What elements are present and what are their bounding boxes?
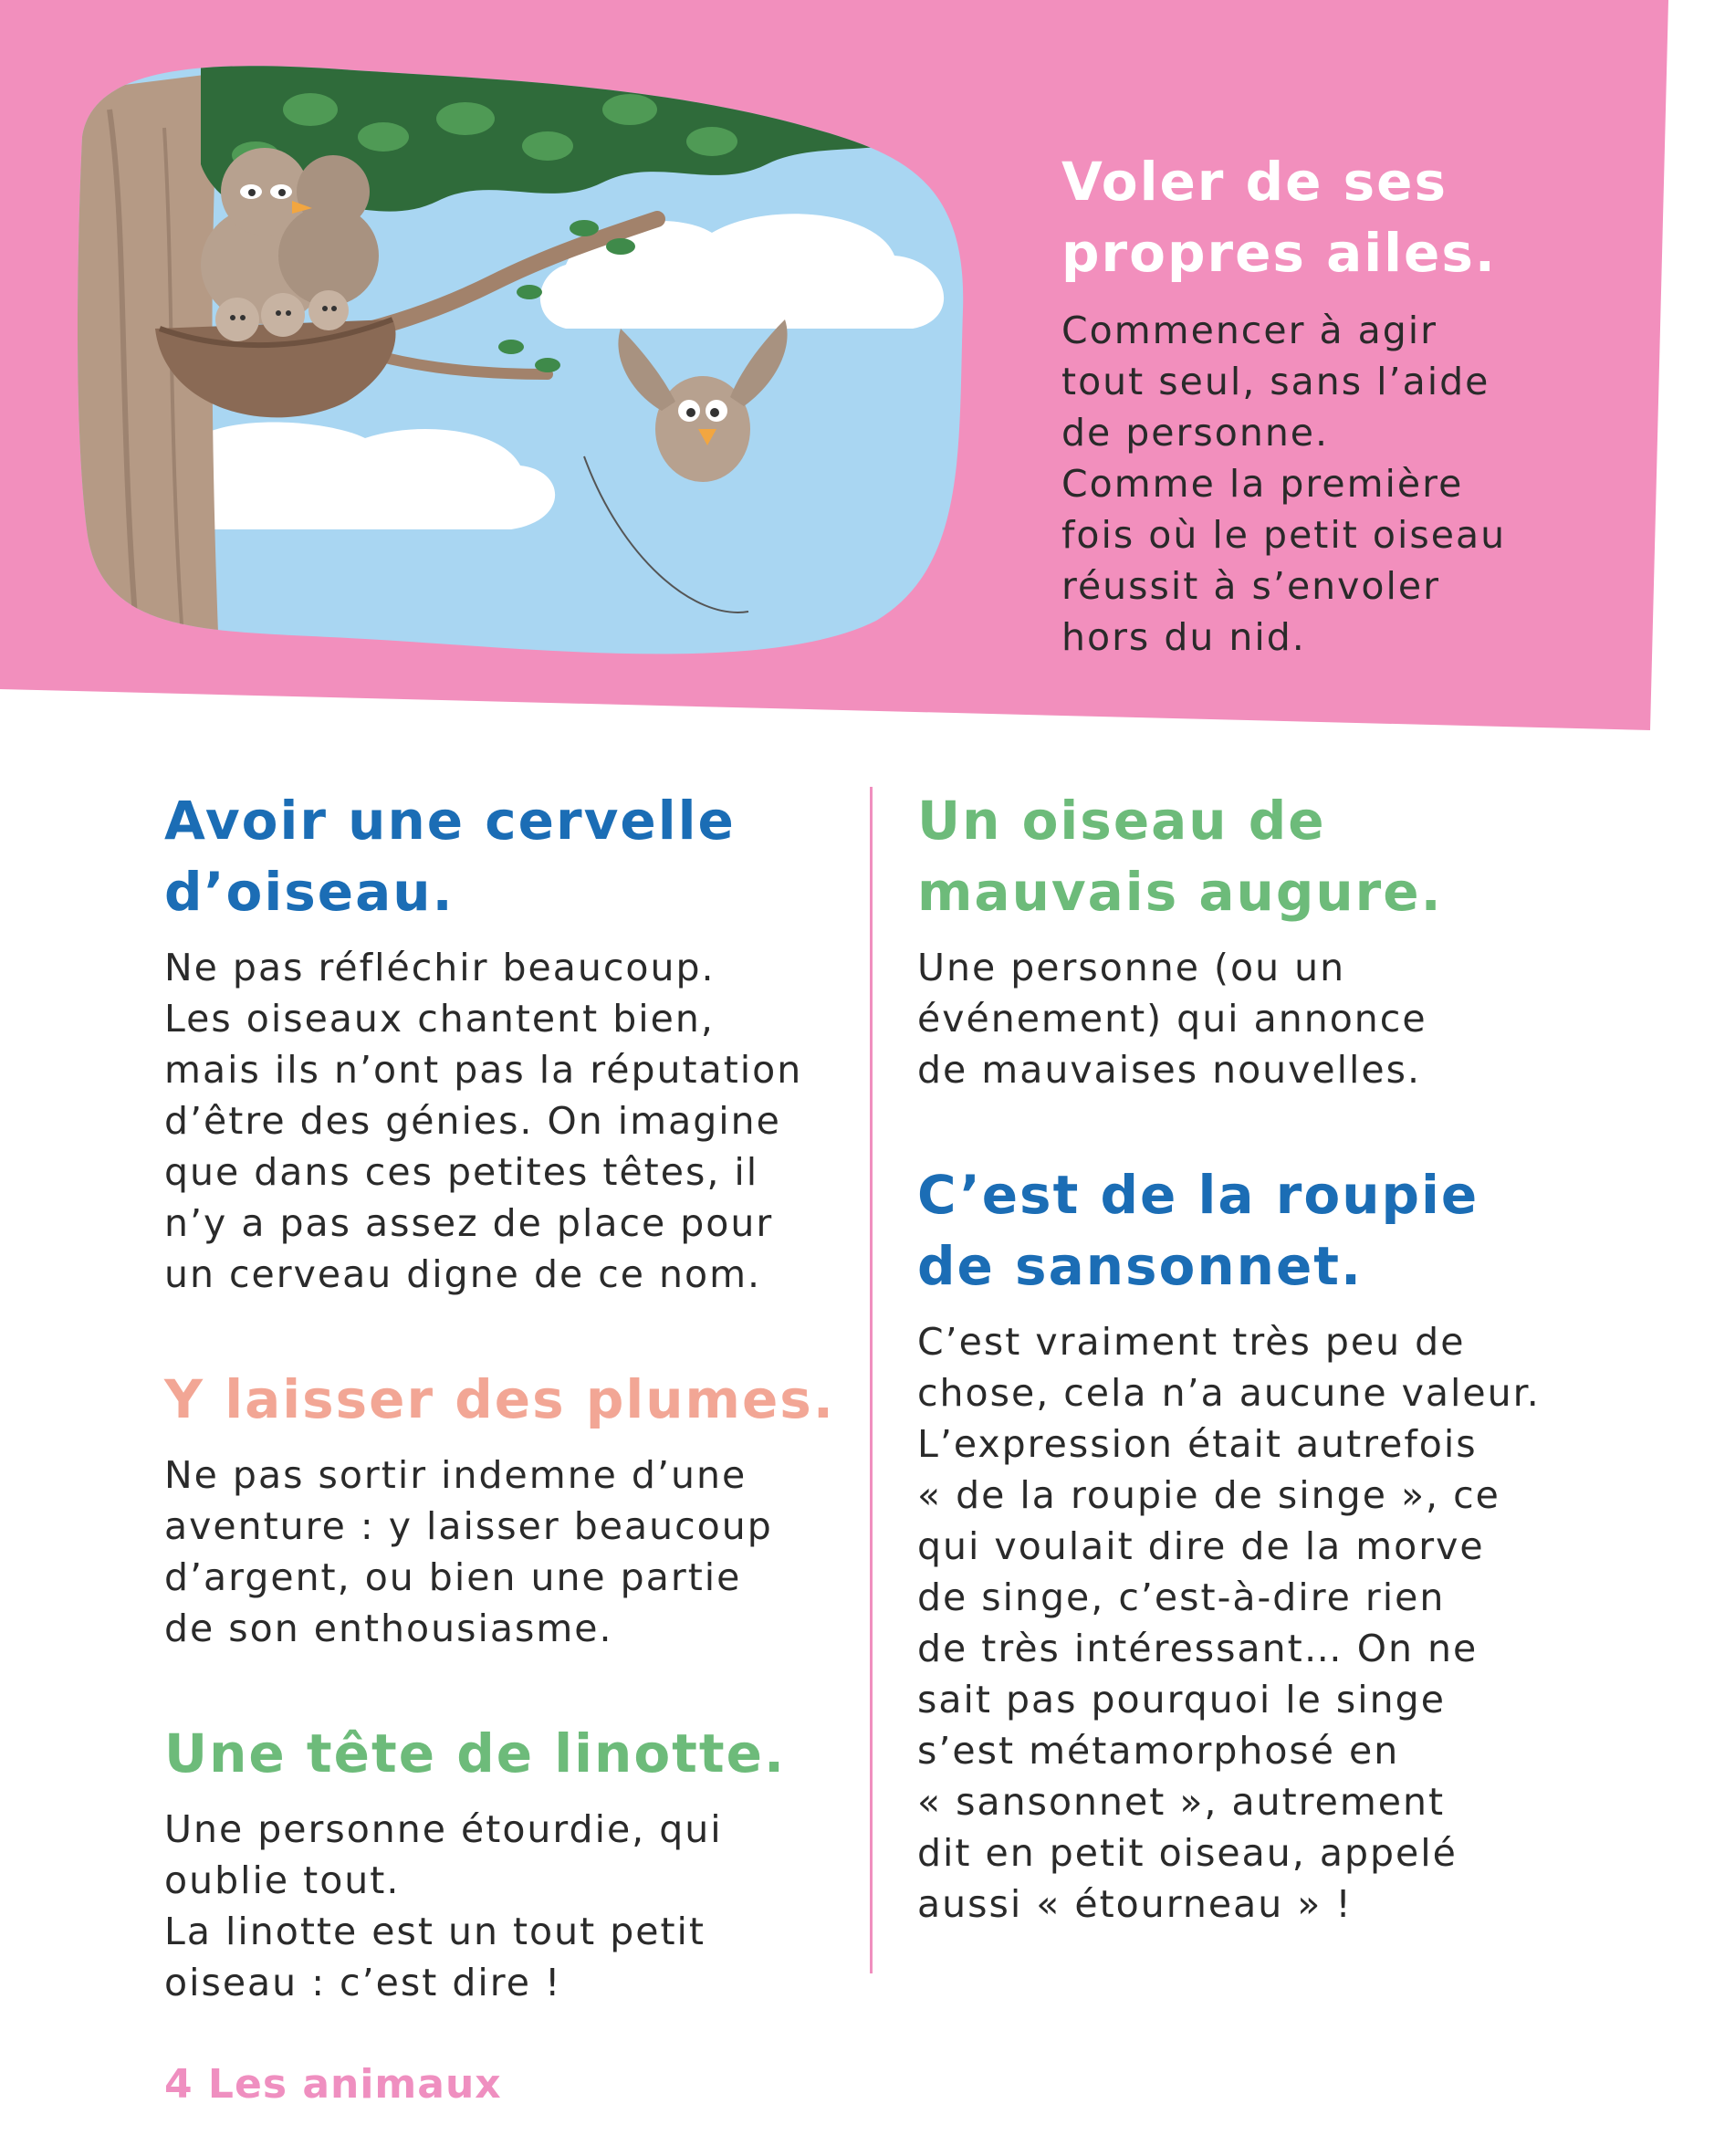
column-divider: [870, 787, 873, 1973]
hero-title: Voler de ses propres ailes.: [1061, 151, 1497, 284]
section-body: Une personne étourdie, qui oublie tout. La linotte est un tout petit oiseau : c’est dire !: [164, 1807, 723, 2004]
section-body: Ne pas sortir indemne d’une aventure : y laisser beaucoup d’argent, ou bien une partie de son enthousiasme.: [164, 1453, 773, 1650]
section-title: Une tête de linotte.: [164, 1722, 787, 1784]
expression-tete-linotte: [164, 1718, 858, 2008]
section-body: Ne pas réfléchir beaucoup. Les oiseaux chantent bien, mais ils n’ont pas la réputation d’être des génies. On imagine que dans ces petites têtes, il n’y a pas assez de place pour un cerveau digne de ce nom.: [164, 946, 803, 1296]
section-title: Un oiseau de mauvais augure.: [917, 790, 1443, 923]
section-title: C’est de la roupie de sansonnet.: [917, 1164, 1479, 1297]
hero-body: Commencer à agir tout seul, sans l’aide de personne. Comme la première fois où le petit oiseau réussit à s’envoler hors du nid.: [1061, 309, 1507, 659]
left-column: [164, 785, 858, 2072]
page-footer: 4 Les animaux: [164, 2061, 502, 2108]
section-title: Avoir une cervelle d’oiseau.: [164, 790, 736, 923]
section-body: C’est vraiment très peu de chose, cela n’a aucune valeur. L’expression était autrefois « de la roupie de singe », ce qui voulait dire de la morve de singe, c’est-à-dire rien de très intéressant… On ne sait pas pourquoi le singe s’est métamorphosé en « sansonnet », autrement dit en petit oiseau, appelé aussi « étourneau » !: [917, 1320, 1541, 1926]
expression-roupie-sansonnet: [917, 1159, 1611, 1930]
expression-mauvais-augure: [917, 785, 1611, 1095]
section-title: Y laisser des plumes.: [164, 1368, 835, 1430]
right-column: [917, 785, 1611, 1994]
bird-nest-illustration: [73, 55, 967, 657]
expression-laisser-plumes: [164, 1364, 858, 1654]
hero-block: [1061, 146, 1646, 663]
expression-cervelle-oiseau: [164, 785, 858, 1300]
section-body: Une personne (ou un événement) qui annonce de mauvaises nouvelles.: [917, 946, 1427, 1092]
